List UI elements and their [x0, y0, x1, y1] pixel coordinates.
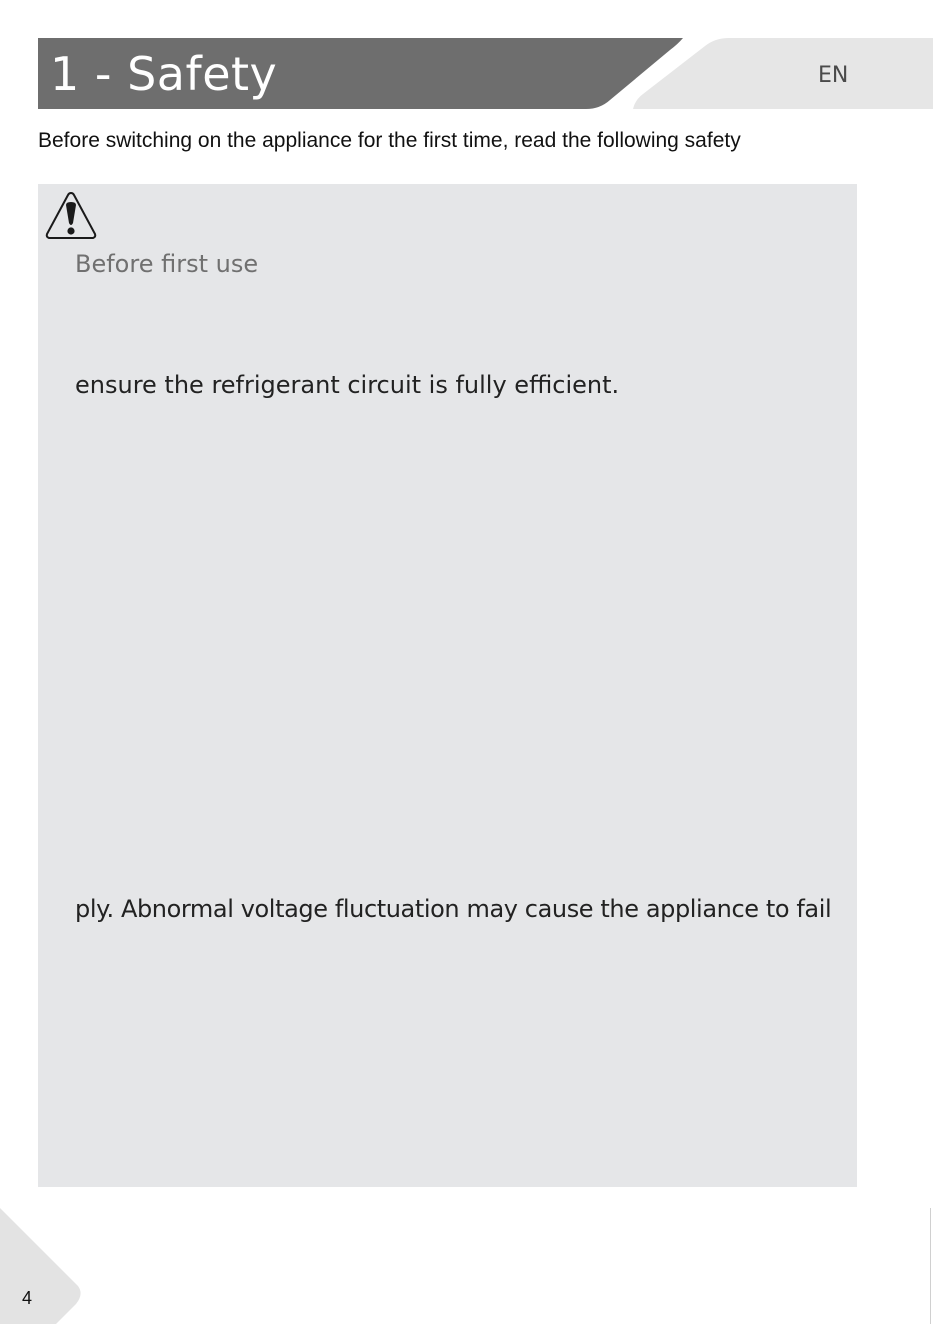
subsection-heading: Before first use — [75, 250, 259, 278]
warning-triangle-icon — [44, 190, 98, 242]
language-label: EN — [818, 63, 849, 88]
warning-text-line: ply. Abnormal voltage fluctuation may cause the appliance to fail — [75, 895, 832, 923]
language-tab — [633, 38, 933, 109]
page-edge-divider — [930, 1208, 931, 1324]
warning-text-line: ensure the refrigerant circuit is fully efficient. — [75, 371, 620, 399]
section-title: 1 - Safety — [50, 47, 278, 101]
page-corner-decoration — [0, 1208, 84, 1324]
warning-panel — [38, 184, 857, 1187]
intro-text: Before switching on the appliance for the first time, read the following safety — [38, 129, 741, 152]
page-number: 4 — [22, 1288, 33, 1308]
